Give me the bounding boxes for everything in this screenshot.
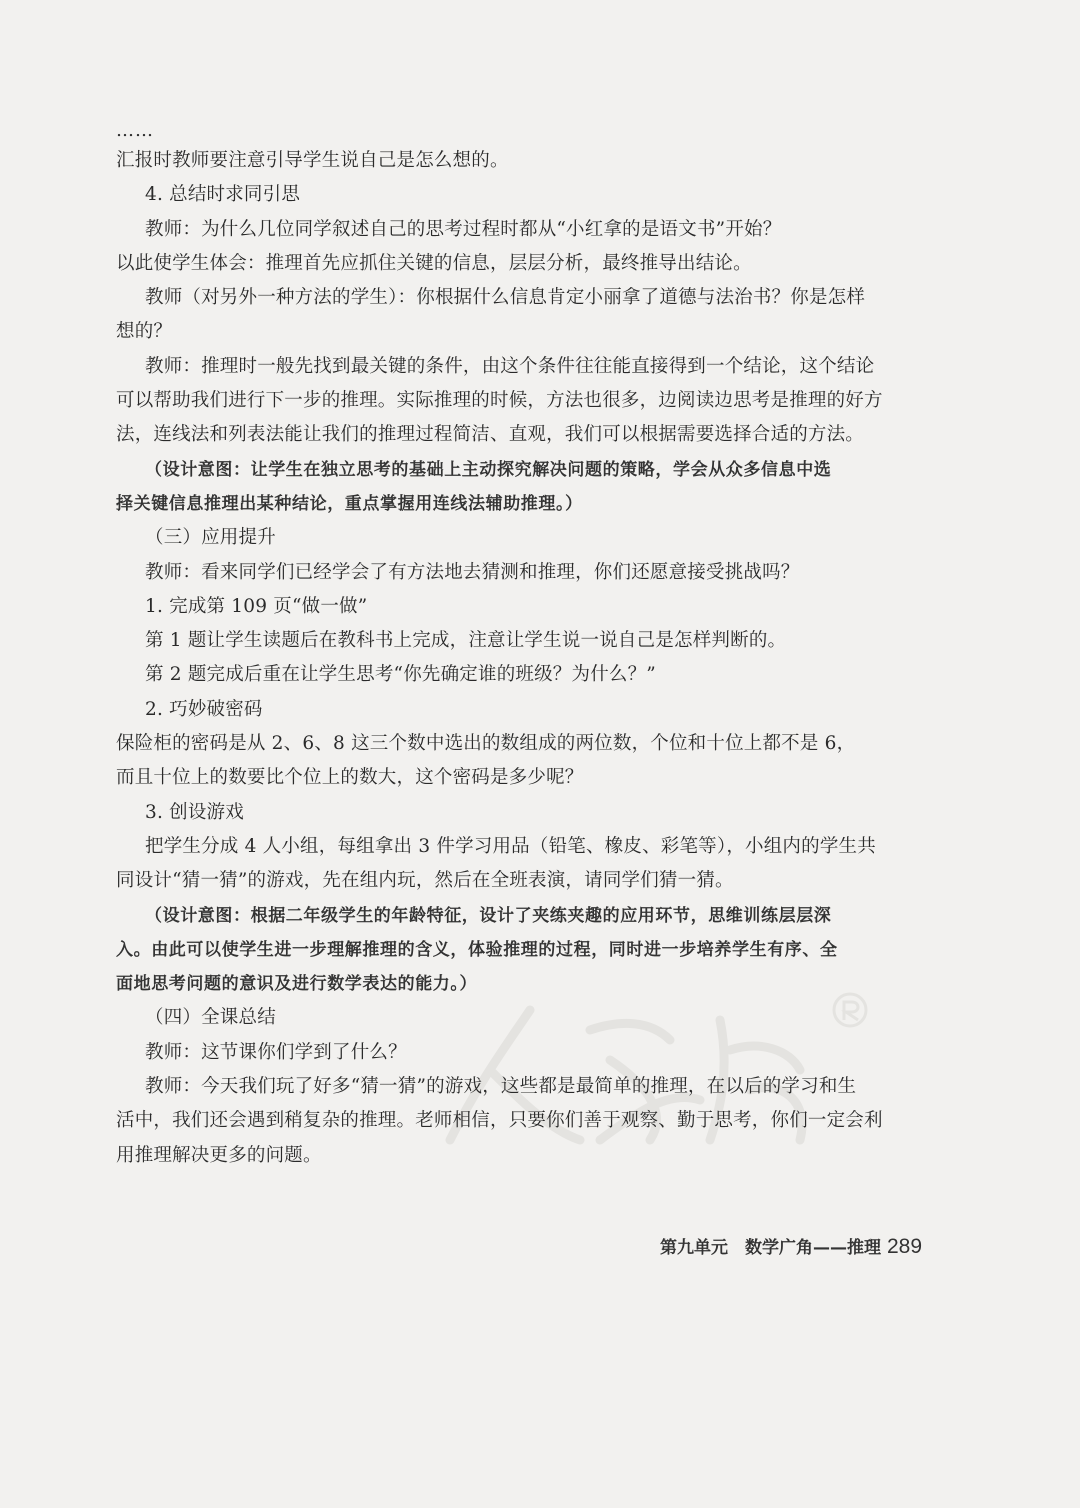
text-line: 教师（对另外一种方法的学生）：你根据什么信息肯定小丽拿了道德与法治书？你是怎样 <box>145 287 866 309</box>
subheading: 1. 完成第 109 页“做一做” <box>145 595 368 617</box>
main-text <box>116 118 972 1173</box>
text-line: 活中，我们还会遇到稍复杂的推理。老师相信，只要你们善于观察、勤于思考，你们一定会利 <box>116 1110 883 1132</box>
text-line: 教师：这节课你们学到了什么？ <box>145 1041 407 1063</box>
text-line: 汇报时教师要注意引导学生说自己是怎么想的。 <box>116 150 509 171</box>
text-line: 用推理解决更多的问题。 <box>116 1144 322 1166</box>
page-number: 289 <box>887 1235 923 1258</box>
text-line: 以此使学生体会：推理首先应抓住关键的信息，层层分析，最终推导出结论。 <box>116 252 752 274</box>
text-line: 教师：看来同学们已经学会了有方法地去猜测和推理，你们还愿意接受挑战吗？ <box>145 561 800 583</box>
subheading: 4. 总结时求同引思 <box>145 184 301 206</box>
design-intent-note: 择关键信息推理出某种结论，重点掌握用连线法辅助推理。） <box>116 493 583 514</box>
subheading: 2. 巧妙破密码 <box>145 698 263 720</box>
ellipsis: …… <box>116 120 154 141</box>
text-line: 同设计“猜一猜”的游戏，先在组内玩，然后在全班表演，请同学们猜一猜。 <box>116 870 734 892</box>
text-line: 教师：今天我们玩了好多“猜一猜”的游戏，这些都是最简单的推理，在以后的学习和生 <box>145 1076 857 1098</box>
section-heading: （三）应用提升 <box>145 527 276 549</box>
design-intent-note: （设计意图：让学生在独立思考的基础上主动探究解决问题的策略，学会从众多信息中选 <box>145 459 832 480</box>
section-heading: （四）全课总结 <box>145 1007 276 1029</box>
text-line: 教师：为什么几位同学叙述自己的思考过程时都从“小红拿的是语文书”开始？ <box>145 218 782 240</box>
page-footer <box>660 1233 980 1259</box>
design-intent-note: （设计意图：根据二年级学生的年龄特征，设计了夹练夹趣的应用环节，思维训练层层深 <box>145 905 832 926</box>
text-line: 教师：推理时一般先找到最关键的条件，由这个条件往往能直接得到一个结论，这个结论 <box>145 355 875 377</box>
text-line: 第 2 题完成后重在让学生思考“你先确定谁的班级？为什么？” <box>145 664 656 686</box>
text-line: 第 1 题让学生读题后在教科书上完成，注意让学生说一说自己是怎样判断的。 <box>145 630 787 652</box>
design-intent-note: 入。由此可以使学生进一步理解推理的含义，体验推理的过程，同时进一步培养学生有序、全 <box>116 939 838 960</box>
chapter-title: 第九单元 数学广角——推理 <box>660 1238 881 1258</box>
text-line: 法，连线法和列表法能让我们的推理过程简洁、直观，我们可以根据需要选择合适的方法。 <box>116 424 865 446</box>
text-line: 可以帮助我们进行下一步的推理。实际推理的时候，方法也很多，边阅读边思考是推理的好方 <box>116 390 883 412</box>
text-line: 想的？ <box>116 321 173 343</box>
subheading: 3. 创设游戏 <box>145 801 244 823</box>
design-intent-note: 面地思考问题的意识及进行数学表达的能力。） <box>116 974 478 995</box>
text-line: 保险柜的密码是从 2、6、8 这三个数中选出的数组成的两位数，个位和十位上都不是 6， <box>116 733 856 755</box>
text-line: 把学生分成 4 人小组，每组拿出 3 件学习用品（铅笔、橡皮、彩笔等），小组内的学生共 <box>145 835 876 857</box>
text-line: 而且十位上的数要比个位上的数大，这个密码是多少呢？ <box>116 767 584 789</box>
